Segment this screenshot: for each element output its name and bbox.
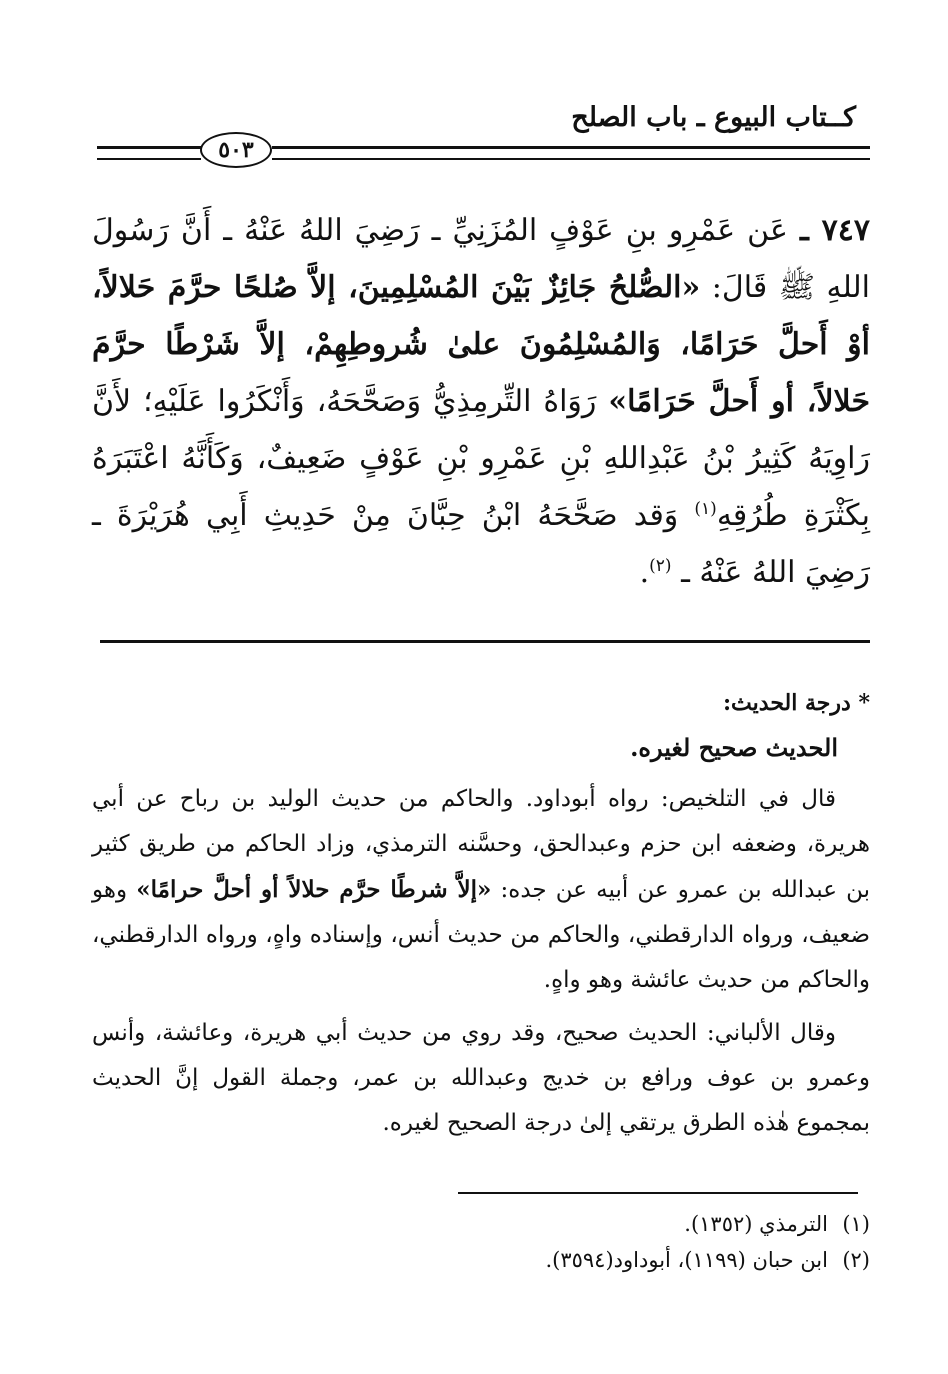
hadith-number: ٧٤٧ ـ xyxy=(799,213,870,248)
footnote-1-text: الترمذي (١٣٥٢). xyxy=(684,1212,828,1236)
commentary-paragraph-2: وقال الألباني: الحديث صحيح، وقد روي من حديث أبي هريرة، وعائشة، وأنس وعمرو بن عوف ورافع بن خديج وعبدالله بن عمر، وجملة القول إنَّ الحديث بمجموع هٰذه الطرق يرتقي إلىٰ درجة الصحيح لغيره. xyxy=(92,1020,870,1136)
hadith-end: . xyxy=(639,555,650,590)
commentary-paragraph-1 xyxy=(92,777,870,1003)
footnote-2-number: (٢) xyxy=(842,1248,870,1272)
running-header-title: كــتاب البيوع ـ باب الصلح xyxy=(571,102,856,133)
footnote-ref-1: (١) xyxy=(694,499,717,519)
footnote-rule xyxy=(458,1192,858,1194)
hadith-source-2: وَقد صَحَّحَهُ ابْنُ حِبَّانَ مِنْ حَدِيثِ أَبِي هُرَيْرَةَ ـ رَضِيَ اللهُ عَنْهُ ـ xyxy=(92,498,870,590)
hadith-text xyxy=(92,202,870,601)
hadith-source: رَوَاهُ التِّرمِذِيُّ وَصَحَّحَهُ، وَأَنْكَرُوا عَلَيْهِ؛ لأَنَّ رَاوِيَهُ كَثِيرُ بْنُ عَبْدِاللهِ بْنِ عَمْرِو بْنِ عَوْفٍ ضَعِيفٌ، وَكَأَنَّهُ اعْتَبَرَهُ بِكَثْرَةِ طُرُقِهِ xyxy=(92,384,870,533)
commentary-p1-text-b: وهو ضعيف، ورواه الدارقطني، والحاكم من حديث أنس، وإسناده واهٍ، ورواه الدارقطني، والحاكم من حديث عائشة وهو واهٍ. xyxy=(92,877,870,993)
footnote-ref-2: (٢) xyxy=(649,556,672,576)
footnote-2-text: ابن حبان (١١٩٩)، أبوداود(٣٥٩٤). xyxy=(545,1248,828,1272)
commentary-p1-quote: «إلاَّ شرطًا حرَّم حلالاً أو أحلَّ حرامًا» xyxy=(136,876,492,903)
hadith-quote: «الصُّلحُ جَائِزٌ بَيْنَ المُسْلِمِينَ، إلاَّ صُلحًا حرَّمَ حَلالاً، أوْ أَحلَّ حَرَامًا، وَالمُسْلِمُونَ علىٰ شُروطِهِمْ، إلاَّ شَرْطًا حرَّمَ حَلالاً، أو أَحلَّ حَرَامًا» xyxy=(92,270,870,419)
footnote-1 xyxy=(100,1212,870,1236)
footnote-1-number: (١) xyxy=(842,1212,870,1236)
header-rule-right xyxy=(272,146,870,160)
grade-heading: * درجة الحديث: xyxy=(722,690,870,716)
hadith-intro: عَن عَمْرِو بنِ عَوْفٍ المُزَنِيِّ ـ رَضِيَ اللهُ عَنْهُ ـ أَنَّ رَسُولَ اللهِ ﷺ قَالَ: xyxy=(92,213,871,305)
grade-value: الحديث صحيح لغيره. xyxy=(630,733,838,762)
page-number: ٥٠٣ xyxy=(200,132,272,168)
header-rule-left xyxy=(97,146,201,160)
section-divider xyxy=(100,640,870,643)
footnote-2 xyxy=(100,1248,870,1272)
commentary-p1-text-a: قال في التلخيص: رواه أبوداود. والحاكم من حديث الوليد بن رباح عن أبي هريرة، وضعفه ابن حزم وعبدالحق، وحسَّنه الترمذي، وزاد الحاكم من طريق كثير بن عبدالله بن عمرو عن أبيه عن جده: xyxy=(92,786,871,903)
